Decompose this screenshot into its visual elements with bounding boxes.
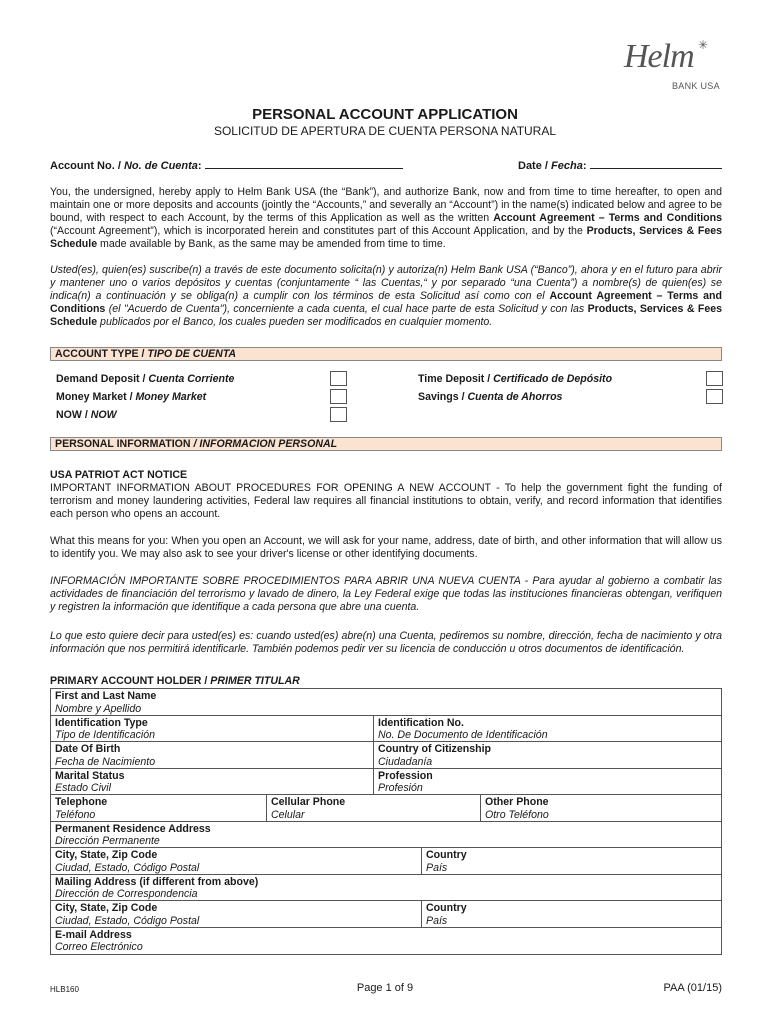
money-market-checkbox[interactable] [330, 389, 347, 404]
identification-type-field[interactable]: Identification Type Tipo de Identificación [55, 716, 156, 741]
personal-information-header: PERSONAL INFORMATION / INFORMACION PERSONAL [50, 437, 722, 451]
option-money-market-label: Money Market / Money Market [56, 391, 207, 403]
logo-subtitle: BANK USA [672, 81, 720, 91]
form-code: HLB160 [50, 985, 79, 994]
patriot-act-paragraph-1: IMPORTANT INFORMATION ABOUT PROCEDURES FOR OPENING A NEW ACCOUNT - To help the government fight the funding of terrorism and money laundering activities, Federal law requires all financial institutions to obtain, verify, and record information that identifies each person who opens an account. [50, 481, 722, 520]
patriot-act-notice [50, 469, 722, 521]
email-address-field[interactable]: E-mail Address Correo Electrónico [55, 928, 143, 953]
cellular-phone-field[interactable]: Cellular Phone Celular [266, 795, 480, 821]
account-number-field: Account No. / No. de Cuenta: [50, 158, 403, 172]
form-subtitle: SOLICITUD DE APERTURA DE CUENTA PERSONA NATURAL [213, 124, 557, 138]
mailing-country-field[interactable]: Country País [421, 901, 721, 927]
account-type-header: ACCOUNT TYPE / TIPO DE CUENTA [50, 347, 722, 361]
page-number: Page 1 of 9 [356, 982, 414, 994]
date-of-birth-field[interactable]: Date Of Birth Fecha de Nacimiento [55, 743, 156, 768]
demand-deposit-checkbox[interactable] [330, 371, 347, 386]
now-checkbox[interactable] [330, 407, 347, 422]
option-time-deposit-label: Time Deposit / Certificado de Depósito [418, 373, 613, 385]
logo-star-icon: ✳ [698, 38, 709, 52]
residence-country-field[interactable]: Country País [421, 848, 721, 874]
form-title: PERSONAL ACCOUNT APPLICATION [252, 106, 518, 123]
name-field[interactable]: First and Last Name Nombre y Apellido [55, 690, 157, 715]
intro-paragraph-es: Usted(es), quien(es) suscribe(n) a través de este documento solicita(n) y autoriza(n) Helm Bank USA (“Banco”), ahora y en el futuro para abrir y mantener uno o varios depósitos y cuentas (conjuntamente “ las Cuentas,“ y por separado “una Cuenta”) a nombre(s) de quien(es) se indica(n) a continuación y se obliga(n) a cumplir con los términos de esta Solicitud así como con el Account Agreement – Terms and Conditions (el "Acuerdo de Cuenta"), concerniente a cada cuenta, el cual hace parte de esta Solicitud y con las Products, Services & Fees Schedule publicados por el Banco, los cuales pueden ser modificados en cualquier momento. [50, 264, 723, 328]
patriot-act-title: USA PATRIOT ACT NOTICE [50, 469, 188, 481]
identification-number-field[interactable]: Identification No. No. De Documento de Identificación [373, 716, 721, 742]
helm-bank-logo [620, 38, 730, 98]
residence-address-field[interactable]: Permanent Residence Address Dirección Permanente [55, 822, 211, 847]
logo-wordmark: Helm [624, 38, 694, 75]
option-savings-label: Savings / Cuenta de Ahorros [418, 391, 563, 403]
option-demand-deposit-label: Demand Deposit / Cuenta Corriente [56, 373, 235, 385]
savings-checkbox[interactable] [706, 389, 723, 404]
mailing-city-state-zip-field[interactable]: City, State, Zip Code Ciudad, Estado, Código Postal [55, 902, 200, 927]
residence-city-state-zip-field[interactable]: City, State, Zip Code Ciudad, Estado, Código Postal [55, 849, 200, 874]
date-input[interactable] [590, 158, 722, 169]
other-phone-field[interactable]: Other Phone Otro Teléfono [480, 795, 721, 821]
profession-field[interactable]: Profession Profesión [373, 769, 721, 795]
date-field: Date / Fecha: [518, 158, 722, 172]
patriot-act-paragraph-2: What this means for you: When you open an Account, we will ask for your name, address, date of birth, and other information that will allow us to identify you. We may also ask to see your driver's license or other identifying documents. [50, 535, 722, 560]
citizenship-field[interactable]: Country of Citizenship Ciudadanía [373, 742, 721, 768]
primary-holder-form [50, 688, 722, 955]
telephone-field[interactable]: Telephone Teléfono [55, 796, 108, 821]
time-deposit-checkbox[interactable] [706, 371, 723, 386]
primary-account-holder-title: PRIMARY ACCOUNT HOLDER / PRIMER TITULAR [50, 675, 300, 687]
patriot-act-paragraph-4: Lo que esto quiere decir para usted(es) es: cuando usted(es) abre(n) una Cuenta, pediremos su nombre, dirección, fecha de nacimiento y otra información que nos permitirá identificarle. También podemos pedir ver su licencia de conducción u otros documentos de identificación. [50, 630, 722, 655]
intro-paragraph-en: You, the undersigned, hereby apply to Helm Bank USA (the “Bank”), and authorize Bank, now and from time to time hereafter, to open and maintain one or more deposits and accounts (jointly the “Accounts,” and severally an “Account”) in the name(s) indicated below and agree to be bound, with respect to each Account, by the terms of this Application as well as the written Account Agreement – Terms and Conditions (“Account Agreement”), which is incorporated herein and constitutes part of this Account Application, and by the Products, Services & Fees Schedule made available by Bank, as the same may be amended from time to time. [50, 186, 722, 250]
mailing-address-field[interactable]: Mailing Address (if different from above) Dirección de Correspondencia [55, 875, 259, 900]
form-version: PAA (01/15) [663, 982, 722, 994]
account-number-input[interactable] [205, 158, 403, 169]
marital-status-field[interactable]: Marital Status Estado Civil [55, 769, 125, 794]
option-now-label: NOW / NOW [56, 409, 117, 421]
patriot-act-paragraph-3: INFORMACIÓN IMPORTANTE SOBRE PROCEDIMIENTOS PARA ABRIR UNA NUEVA CUENTA - Para ayudar al gobierno a combatir las actividades de financiación del terrorismo y lavado de dinero, la Ley Federal exige que todas las instituciones financieras obtengan, verifiquen y registren la información que identifique a cada persona que abre una cuenta. [50, 575, 722, 613]
